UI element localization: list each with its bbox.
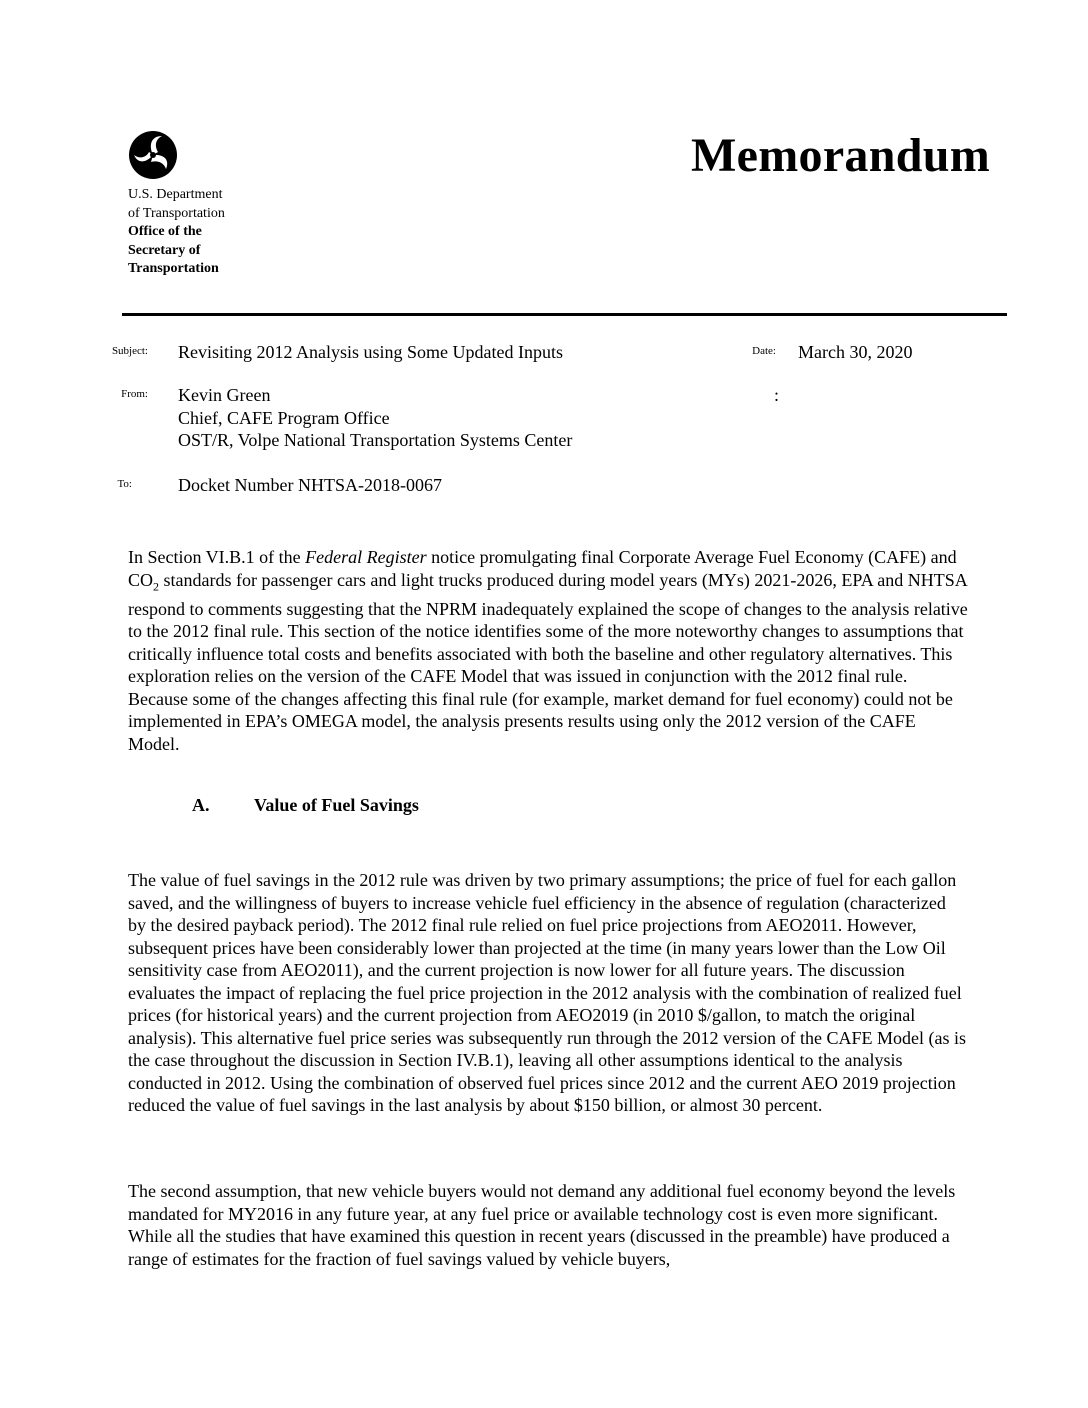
co2-subscript: 2 xyxy=(153,579,160,594)
to-value: Docket Number NHTSA-2018-0067 xyxy=(178,475,442,495)
section-letter: A. xyxy=(192,795,210,815)
reply-colon: : xyxy=(774,385,780,405)
header-divider xyxy=(122,313,1007,316)
agency-block xyxy=(128,186,225,279)
from-org: OST/R, Volpe National Transportation Systems Center xyxy=(178,430,573,450)
from-name: Kevin Green xyxy=(178,385,271,405)
from-block xyxy=(178,384,572,452)
from-label: From: xyxy=(121,388,148,400)
memo-title: Memorandum xyxy=(691,129,990,182)
agency-line: U.S. Department xyxy=(128,187,223,202)
to-label: To: xyxy=(117,478,132,490)
date-label: Date: xyxy=(752,345,776,357)
subject-label: Subject: xyxy=(111,345,148,357)
intro-paragraph xyxy=(128,546,968,755)
intro-text: standards for passenger cars and light trucks produced during model years (MYs) 2021-2026, EPA and NHTSA respond to comments suggesting that the NPRM inadequately explained the scope of changes to the analysis relative to the 2012 final rule. This section of the notice identifies some of the more noteworthy changes to assumptions that critically influence total costs and benefits associated with both the baseline and other regulatory alternatives. This exploration relies on the version of the CAFE Model that was issued in conjunction with the 2012 final rule. Because some of the changes affecting this final rule (for example, market demand for fuel economy) could not be implemented in EPA’s OMEGA model, the analysis presents results using only the 2012 version of the CAFE Model. xyxy=(128,569,968,754)
section-title: Value of Fuel Savings xyxy=(254,795,419,815)
body-paragraph: The value of fuel savings in the 2012 rule was driven by two primary assumptions; the price of fuel for each gallon saved, and the willingness of buyers to increase vehicle fuel efficiency in the absence of regulation (characterized by the desired payback period). The 2012 final rule relied on fuel price projections from AEO2011. However, subsequent prices have been considerably lower than projected at the time (in many years lower than the Low Oil sensitivity case from AEO2011), and the current projection is now lower for all future years. The discussion evaluates the impact of replacing the fuel price projection in the 2012 analysis with the combination of realized fuel prices (for historical years) and the current projection from AEO2019 (in 2010 $/gallon, to match the original analysis). This alternative fuel price series was subsequently run through the 2012 version of the CAFE Model (as is the case throughout the discussion in Section IV.B.1), leaving all other assumptions identical to the analysis conducted in 2012. Using the combination of observed fuel prices since 2012 and the current AEO 2019 projection reduced the value of fuel savings in the last analysis by about $150 billion, or almost 30 percent. xyxy=(128,870,966,1115)
date-value: March 30, 2020 xyxy=(798,342,913,362)
federal-register-italic: Federal Register xyxy=(305,547,427,567)
agency-line: of Transportation xyxy=(128,205,225,221)
body-paragraph: The second assumption, that new vehicle buyers would not demand any additional fuel economy beyond the levels mandated for MY2016 in any future year, at any fuel price or available technology cost is even more significant. While all the studies that have examined this question in recent years (discussed in the preamble) have produced a range of estimates for the fraction of fuel savings valued by vehicle buyers, xyxy=(128,1181,956,1269)
office-line: Secretary of xyxy=(128,242,201,258)
dot-logo-icon xyxy=(128,130,178,180)
office-line: Transportation xyxy=(128,261,219,276)
section-heading xyxy=(192,795,419,816)
office-line: Office of the xyxy=(128,224,202,239)
subject-value: Revisiting 2012 Analysis using Some Updated Inputs xyxy=(178,342,563,362)
intro-text: In Section VI.B.1 of the xyxy=(128,547,306,567)
from-title: Chief, CAFE Program Office xyxy=(178,407,390,428)
intro-text: notice promulgating final Corporate Average Fuel Economy (CAFE) and CO xyxy=(128,547,957,590)
